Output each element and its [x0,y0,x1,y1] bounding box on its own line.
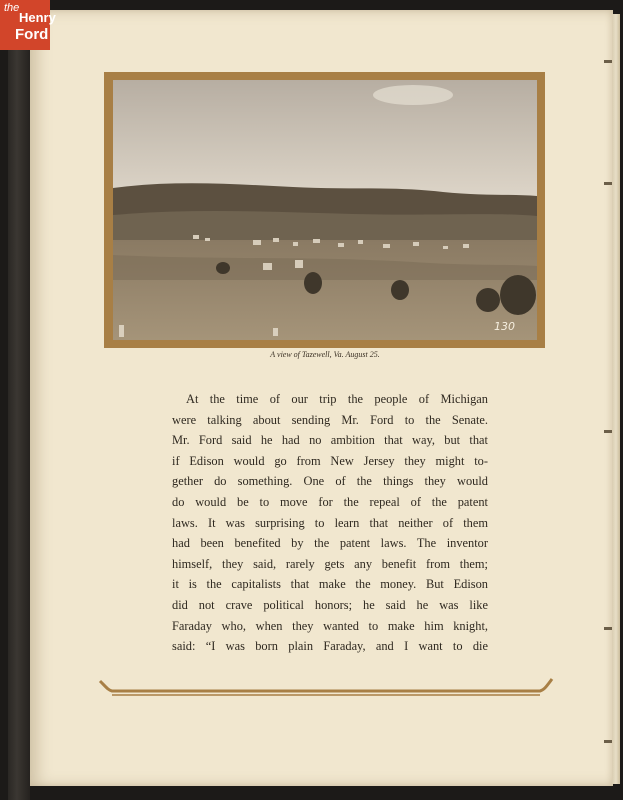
page-edge-mark [604,627,612,630]
page-edge-mark [604,740,612,743]
henry-ford-logo [0,0,56,50]
text-line: were talking about sending Mr. Ford to the Senate. [172,412,488,427]
book-spine [8,0,30,800]
landscape-photo [113,80,537,340]
text-line: gether do something. One of the things they would [172,474,488,489]
decorative-rule [96,675,556,701]
logo-text-the: the [4,2,20,14]
page-edge-mark [604,182,612,185]
text-line: Faraday who, when they wanted to make him knight, [172,618,488,633]
body-paragraph [172,389,488,657]
text-line: do would be to move for the repeal of the patent [172,494,488,509]
text-line: Mr. Ford said he had no ambition that way, but that [172,433,488,448]
text-line: said: “I was born plain Faraday, and I want to die [172,639,488,654]
text-line: At the time of our trip the people of Michigan [186,392,488,406]
photo-caption: A view of Tazewell, Va. August 25. [270,350,380,359]
logo-text-henry: Henry [19,10,56,25]
text-line: did not crave political honors; he said he was like [172,597,488,612]
text-line: had been benefited by the patent laws. The inventor [172,536,488,551]
page-edge-mark [604,60,612,63]
photo-number: 130 [494,320,515,333]
text-line: laws. It was surprising to learn that neither of them [172,515,488,530]
page-edge [612,14,620,784]
text-line: it is the capitalists that make the money. But Edison [172,577,488,592]
text-line: if Edison would go from New Jersey they might to- [172,453,488,468]
text-line: himself, they said, rarely gets any benefit from them; [172,556,488,571]
logo-text-ford: Ford [15,26,49,43]
page-edge-mark [604,430,612,433]
